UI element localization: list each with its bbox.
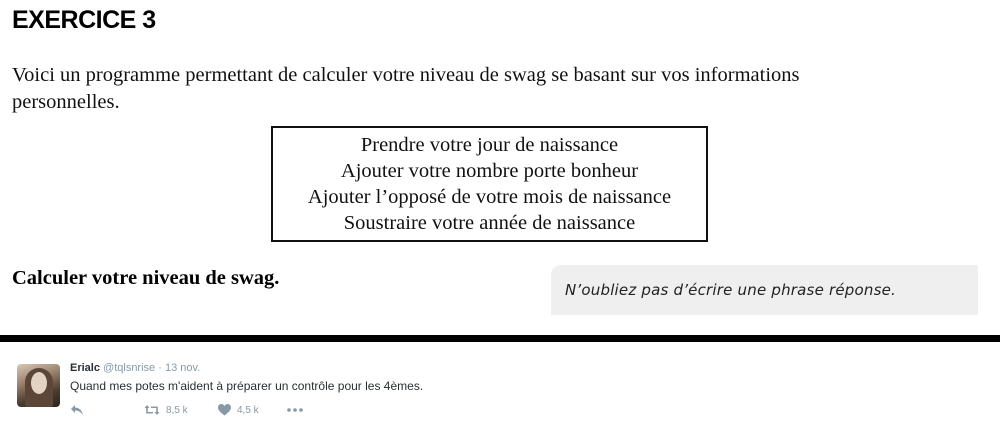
program-step: Prendre votre jour de naissance bbox=[360, 134, 619, 156]
exercise-title: EXERCICE 3 bbox=[12, 6, 156, 34]
reply-icon bbox=[70, 404, 84, 416]
more-icon bbox=[286, 404, 304, 416]
retweet-count: 8,5 k bbox=[166, 404, 188, 416]
reply-button[interactable] bbox=[70, 404, 84, 416]
heart-icon bbox=[218, 404, 231, 416]
like-count: 4,5 k bbox=[237, 404, 259, 416]
note-bubble bbox=[551, 265, 978, 315]
tweet-card bbox=[0, 342, 1000, 435]
tweet-actions bbox=[70, 404, 370, 420]
exercise-intro: Voici un programme permettant de calculer votre niveau de swag se basant sur vos informations personnelles. bbox=[12, 64, 800, 113]
tweet-author-name[interactable]: Erialc bbox=[70, 362, 100, 374]
like-button[interactable] bbox=[218, 404, 259, 416]
program-step: Soustraire votre année de naissance bbox=[343, 212, 636, 234]
tweet-text: Quand mes potes m'aident à préparer un contrôle pour les 4èmes. bbox=[70, 379, 424, 393]
tweet-header bbox=[70, 362, 200, 374]
note-text: N’oubliez pas d’écrire une phrase réponse. bbox=[565, 281, 896, 299]
more-button[interactable] bbox=[286, 404, 304, 416]
divider bbox=[0, 335, 1000, 342]
program-step: Ajouter votre nombre porte bonheur bbox=[340, 160, 639, 182]
retweet-button[interactable] bbox=[144, 404, 188, 416]
tweet-separator: · bbox=[158, 362, 162, 374]
tweet-date[interactable]: 13 nov. bbox=[164, 362, 201, 374]
program-box bbox=[271, 126, 708, 242]
tweet-author-handle[interactable]: @tqlsnrise bbox=[103, 362, 156, 374]
exercise-question: Calculer votre niveau de swag. bbox=[12, 267, 280, 289]
program-step: Ajouter l’opposé de votre mois de naissance bbox=[307, 186, 672, 208]
avatar-face bbox=[31, 372, 47, 394]
avatar[interactable] bbox=[17, 364, 60, 407]
retweet-icon bbox=[144, 404, 160, 416]
